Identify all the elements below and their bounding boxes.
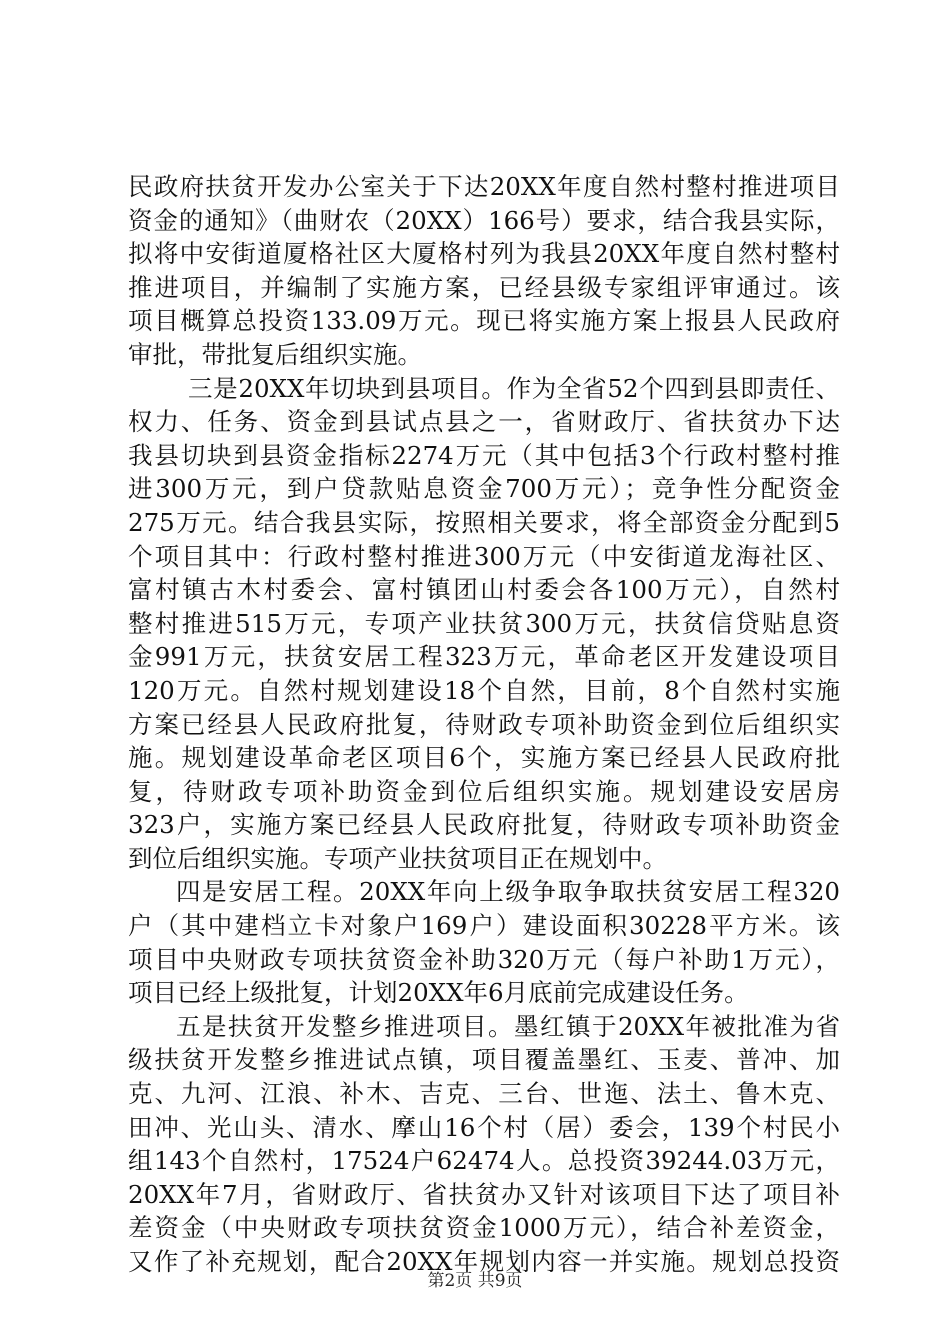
paragraph-first-line: 四是安居工程。20XX年向上级争取争取扶贫安居工程320 — [176, 877, 840, 907]
paragraph-first-line: 五是扶贫开发整乡推进项目。墨红镇于20XX年被批准为省 — [176, 1011, 840, 1041]
text-line: 项目概算总投资133.09万元。现已将实施方案上报县人民政府 — [128, 306, 840, 336]
text-line: 项目已经上级批复，计划20XX年6月底前完成建设任务。 — [128, 978, 749, 1008]
page-number-footer: 第2页 共9页 — [427, 1271, 523, 1291]
text-line: 方案已经县人民政府批复，待财政专项补助资金到位后组织实 — [128, 709, 840, 739]
text-line: 323户，实施方案已经县人民政府批复，待财政专项补助资金 — [128, 810, 840, 840]
paragraph-first-line: 三是20XX年切块到县项目。作为全省52个四到县即责任、 — [188, 373, 840, 403]
text-line: 复，待财政专项补助资金到位后组织实施。规划建设安居房 — [128, 776, 840, 806]
text-line: 资金的通知》（曲财农（20XX）166号）要求，结合我县实际， — [128, 205, 840, 235]
text-line: 120万元。自然村规划建设18个自然，目前，8个自然村实施 — [128, 675, 840, 705]
text-line: 我县切块到县资金指标2274万元（其中包括3个行政村整村推 — [128, 440, 840, 470]
text-line: 275万元。结合我县实际，按照相关要求，将全部资金分配到5 — [128, 507, 840, 537]
text-line: 金991万元，扶贫安居工程323万元，革命老区开发建设项目 — [128, 642, 840, 672]
document-body — [128, 170, 840, 1279]
text-line: 拟将中安街道厦格社区大厦格村列为我县20XX年度自然村整村 — [128, 239, 840, 269]
text-line: 进300万元，到户贷款贴息资金700万元）；竞争性分配资金 — [128, 474, 840, 504]
text-line: 权力、任务、资金到县试点县之一，省财政厅、省扶贫办下达 — [128, 407, 840, 437]
text-line: 个项目其中：行政村整村推进300万元（中安街道龙海社区、 — [128, 541, 840, 571]
text-line: 组143个自然村，17524户62474人。总投资39244.03万元， — [128, 1146, 840, 1176]
text-line: 又作了补充规划，配合20XX年规划内容一并实施。规划总投资 — [128, 1247, 840, 1276]
text-line: 级扶贫开发整乡推进试点镇，项目覆盖墨红、玉麦、普冲、加 — [128, 1045, 840, 1075]
text-line: 户（其中建档立卡对象户169户）建设面积30228平方米。该 — [128, 911, 840, 941]
text-line: 差资金（中央财政专项扶贫资金1000万元），结合补差资金， — [128, 1213, 840, 1243]
text-line: 施。规划建设革命老区项目6个，实施方案已经县人民政府批 — [128, 743, 840, 773]
text-line: 推进项目，并编制了实施方案，已经县级专家组评审通过。该 — [128, 272, 840, 302]
text-line: 富村镇古木村委会、富村镇团山村委会各100万元），自然村 — [128, 575, 840, 605]
text-line: 审批，带批复后组织实施。 — [128, 339, 422, 369]
text-line: 田冲、光山头、清水、摩山16个村（居）委会，139个村民小 — [128, 1112, 840, 1142]
text-line: 民政府扶贫开发办公室关于下达20XX年度自然村整村推进项目 — [128, 172, 840, 201]
text-line: 克、九河、江浪、补木、吉克、三台、世迤、法土、鲁木克、 — [128, 1079, 840, 1109]
text-line: 项目中央财政专项扶贫资金补助320万元（每户补助1万元）， — [128, 944, 840, 974]
text-line: 到位后组织实施。专项产业扶贫项目正在规划中。 — [128, 843, 667, 873]
text-line: 20XX年7月，省财政厅、省扶贫办又针对该项目下达了项目补 — [128, 1179, 840, 1209]
text-line: 整村推进515万元，专项产业扶贫300万元，扶贫信贷贴息资 — [128, 608, 840, 638]
